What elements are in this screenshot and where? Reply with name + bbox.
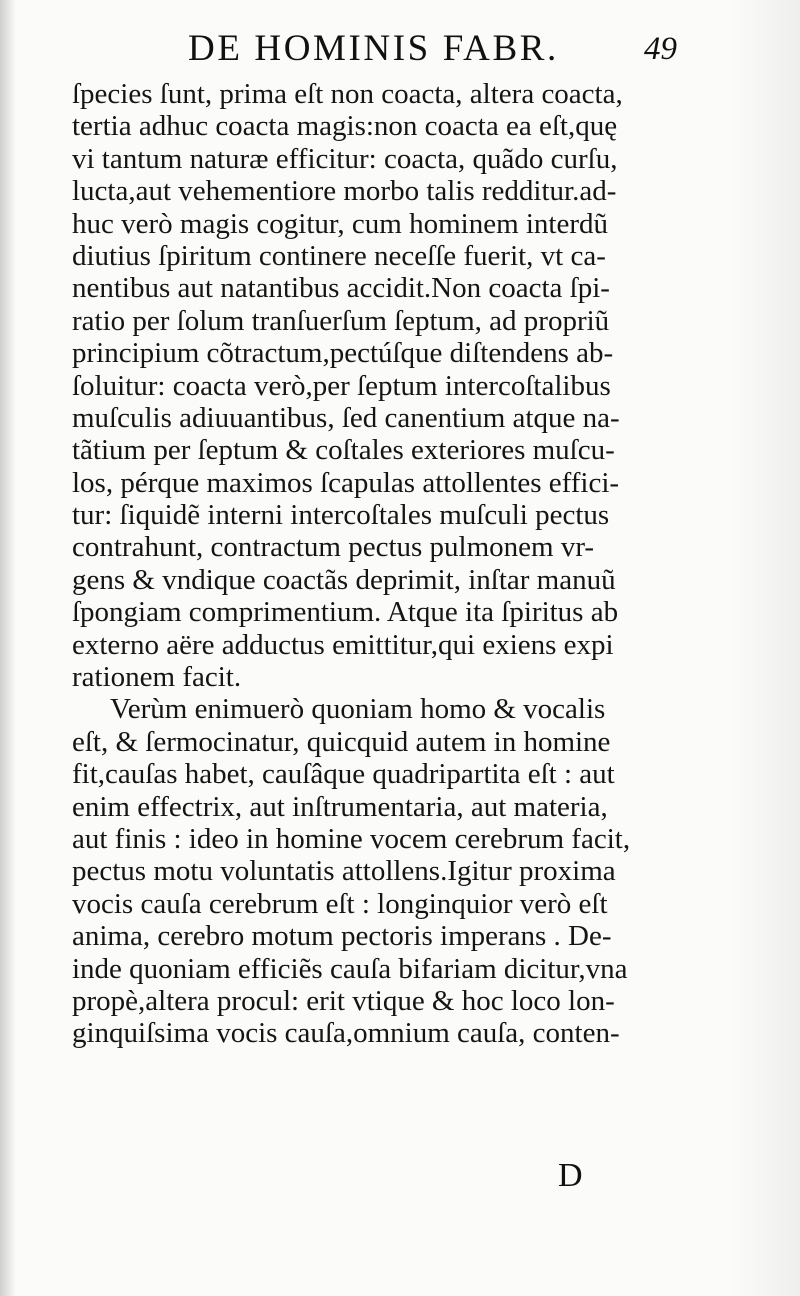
- text-line: diutius ſpiritum continere neceſſe fuerit, vt ca-: [72, 239, 606, 272]
- text-line: ſoluitur: coacta verò,per ſeptum intercoſtalibus: [72, 369, 611, 402]
- text-line: los, pérque maximos ſcapulas attollentes effici-: [72, 466, 620, 499]
- text-line: inde quoniam efficiẽs cauſa bifariam dicitur,vna: [72, 952, 628, 985]
- text-line: externo aëre adductus emittitur,qui exiens expi: [72, 628, 614, 661]
- page-number: 49: [644, 31, 677, 67]
- text-line: pectus motu voluntatis attollens.Igitur proxima: [72, 855, 616, 888]
- text-line: ſpecies ſunt, prima eſt non coacta, altera coacta,: [72, 78, 623, 110]
- text-block: [72, 78, 696, 1050]
- text-line: ſpongiam comprimentium. Atque ita ſpiritus ab: [72, 596, 619, 629]
- text-line: tãtium per ſeptum & coſtales exteriores muſcu-: [72, 434, 615, 467]
- text-line: lucta,aut vehementiore morbo talis redditur.ad-: [72, 175, 617, 208]
- text-line: vi tantum naturæ efficitur: coacta, quãdo curſu,: [72, 142, 618, 175]
- running-head: DE HOMINIS FABR.: [188, 28, 559, 69]
- text-line: fit,cauſas habet, cauſâque quadripartita eſt : aut: [72, 758, 615, 791]
- text-line: eſt, & ſermocinatur, quicquid autem in homine: [72, 725, 611, 758]
- paragraph-start-line: Verùm enimuerò quoniam homo & vocalis: [110, 693, 606, 726]
- text-line: gens & vndique coactãs deprimit, inſtar manuũ: [72, 563, 616, 596]
- text-line: vocis cauſa cerebrum eſt : longinquior verò eſt: [72, 887, 608, 920]
- text-line: enim effectrix, aut inſtrumentaria, aut materia,: [72, 790, 608, 823]
- text-line: ratio per ſolum tranſuerſum ſeptum, ad propriũ: [72, 304, 610, 337]
- text-line: propè,altera procul: erit vtique & hoc loco lon-: [72, 984, 615, 1017]
- gutter-shadow: [0, 0, 16, 1296]
- text-line: aut finis : ideo in homine vocem cerebrum facit,: [72, 822, 631, 855]
- text-line: tur: ſiquidẽ interni intercoſtales muſculi pectus: [72, 499, 610, 532]
- text-line: anima, cerebro motum pectoris imperans . De-: [72, 920, 612, 953]
- text-line: muſculis adiuuantibus, ſed canentium atque na-: [72, 401, 620, 434]
- text-line: huc verò magis cogitur, cum hominem interdũ: [72, 207, 609, 240]
- text-line: tertia adhuc coacta magis:non coacta ea eſt,quę: [72, 110, 618, 143]
- text-line: nentibus aut natantibus accidit.Non coacta ſpi-: [72, 272, 610, 305]
- page-header: [0, 26, 800, 72]
- text-line: principium cõtractum,pectúſque diſtendens ab-: [72, 337, 614, 370]
- page-edge-shadow: [730, 0, 800, 1296]
- signature-mark: D: [558, 1157, 583, 1194]
- text-line: rationem facit.: [72, 661, 242, 694]
- text-line: contrahunt, contractum pectus pulmonem vr-: [72, 531, 595, 564]
- text-line: ginquiſsima vocis cauſa,omnium cauſa, conten-: [72, 1017, 620, 1050]
